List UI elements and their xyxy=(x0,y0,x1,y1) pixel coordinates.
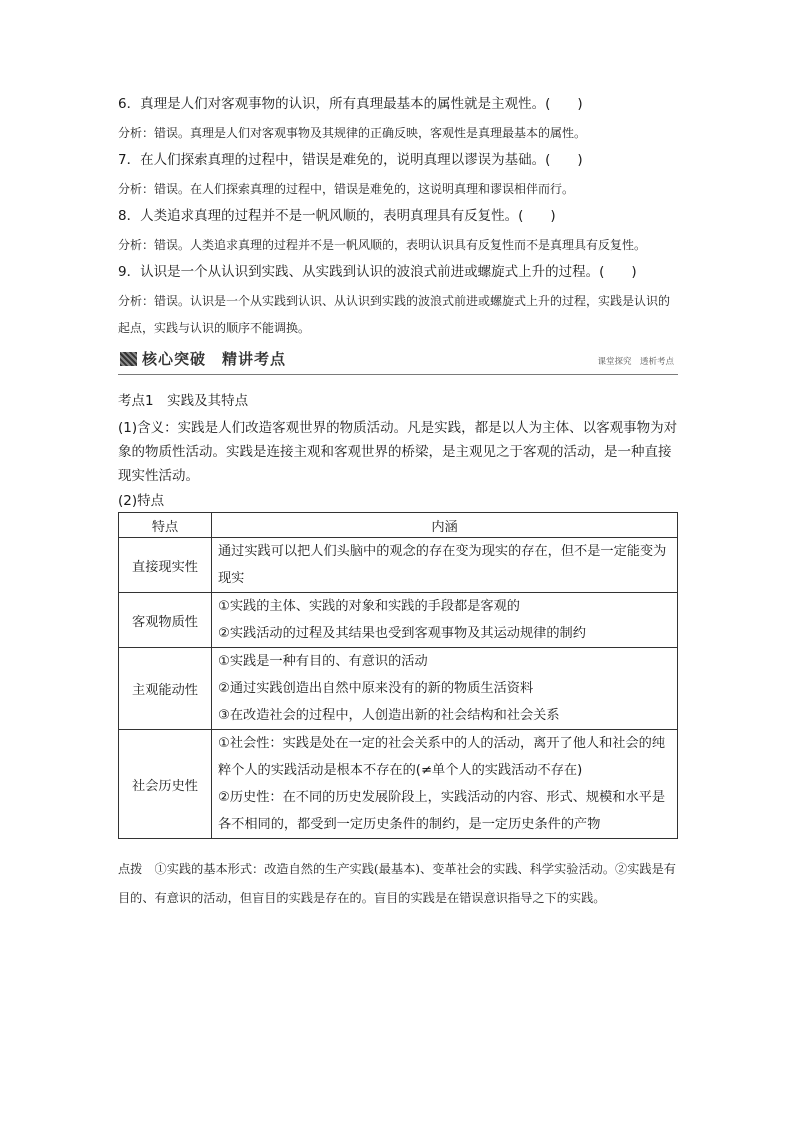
table-header-row xyxy=(119,513,678,538)
feature-cell: 社会历史性 xyxy=(119,730,212,839)
section-marker-icon xyxy=(120,352,137,366)
content-line: ②实践活动的过程及其结果也受到客观事物及其运动规律的制约 xyxy=(218,626,586,641)
content-cell xyxy=(212,730,678,839)
table-header: 特点 xyxy=(119,513,212,538)
table-row xyxy=(119,538,678,593)
question-6 xyxy=(118,94,678,147)
table-header: 内涵 xyxy=(212,513,678,538)
question-8 xyxy=(118,206,678,259)
analysis-text: 分析：错误。真理是人们对客观事物及其规律的正确反映，客观性是真理最基本的属性。 xyxy=(118,126,587,140)
section-title: 核心突破 精讲考点 xyxy=(142,350,287,368)
table-row xyxy=(119,648,678,730)
question-text: 8．人类追求真理的过程并不是一帆风顺的，表明真理具有反复性。( ) xyxy=(118,208,556,224)
content-cell xyxy=(212,593,678,648)
question-9 xyxy=(118,262,678,342)
content-line: ①实践是一种有目的、有意识的活动 xyxy=(218,654,428,669)
features-label: (2)特点 xyxy=(118,493,165,509)
section-band xyxy=(118,346,678,375)
question-7 xyxy=(118,150,678,203)
question-text: 6．真理是人们对客观事物的认识，所有真理最基本的属性就是主观性。( ) xyxy=(118,96,583,112)
content-line: ②通过实践创造出自然中原来没有的新的物质生活资料 xyxy=(218,681,534,696)
section-subtitle: 课堂探究 透析考点 xyxy=(597,357,674,367)
content-line: 通过实践可以把人们头脑中的观念的存在变为现实的存在，但不是一定能变为现实 xyxy=(218,544,667,586)
content-cell xyxy=(212,538,678,593)
features-table xyxy=(118,512,678,839)
question-text: 7．在人们探索真理的过程中，错误是难免的，说明真理以谬误为基础。( ) xyxy=(118,152,583,168)
feature-cell: 客观物质性 xyxy=(119,593,212,648)
meaning-paragraph: (1)含义：实践是人们改造客观世界的物质活动。凡是实践，都是以人为主体、以客观事物为对象的物质性活动。实践是连接主观和客观世界的桥梁，是主观见之于客观的活动，是一种直接现实性活动。 xyxy=(118,420,678,484)
table-row xyxy=(119,730,678,839)
content-line: ①社会性：实践是处在一定的社会关系中的人的活动，离开了他人和社会的纯粹个人的实践活动是根本不存在的(≠单个人的实践活动不存在) xyxy=(218,736,666,778)
analysis-text: 分析：错误。人类追求真理的过程并不是一帆风顺的，表明认识具有反复性而不是真理具有反复性。 xyxy=(118,238,647,252)
content-cell xyxy=(212,648,678,730)
question-text: 9．认识是一个从认识到实践、从实践到认识的波浪式前进或螺旋式上升的过程。( ) xyxy=(118,264,637,280)
content-line: ②历史性：在不同的历史发展阶段上，实践活动的内容、形式、规模和水平是各不相同的，都受到一定历史条件的制约，是一定历史条件的产物 xyxy=(218,790,666,832)
feature-cell: 直接现实性 xyxy=(119,538,212,593)
feature-cell: 主观能动性 xyxy=(119,648,212,730)
kaodian-title: 考点1 实践及其特点 xyxy=(118,393,249,409)
analysis-text: 分析：错误。认识是一个从实践到认识、从认识到实践的波浪式前进或螺旋式上升的过程，实践是认识的起点，实践与认识的顺序不能调换。 xyxy=(118,294,671,335)
table-row xyxy=(119,593,678,648)
tip-paragraph: 点拨 ①实践的基本形式：改造自然的生产实践(最基本)、变革社会的实践、科学实验活动。②实践是有目的、有意识的活动，但盲目的实践是存在的。盲目的实践是在错误意识指导之下的实践。 xyxy=(118,862,676,905)
content-line: ③在改造社会的过程中，人创造出新的社会结构和社会关系 xyxy=(218,708,560,723)
page-content xyxy=(118,94,678,913)
analysis-text: 分析：错误。在人们探索真理的过程中，错误是难免的，这说明真理和谬误相伴而行。 xyxy=(118,182,575,196)
content-line: ①实践的主体、实践的对象和实践的手段都是客观的 xyxy=(218,599,520,614)
